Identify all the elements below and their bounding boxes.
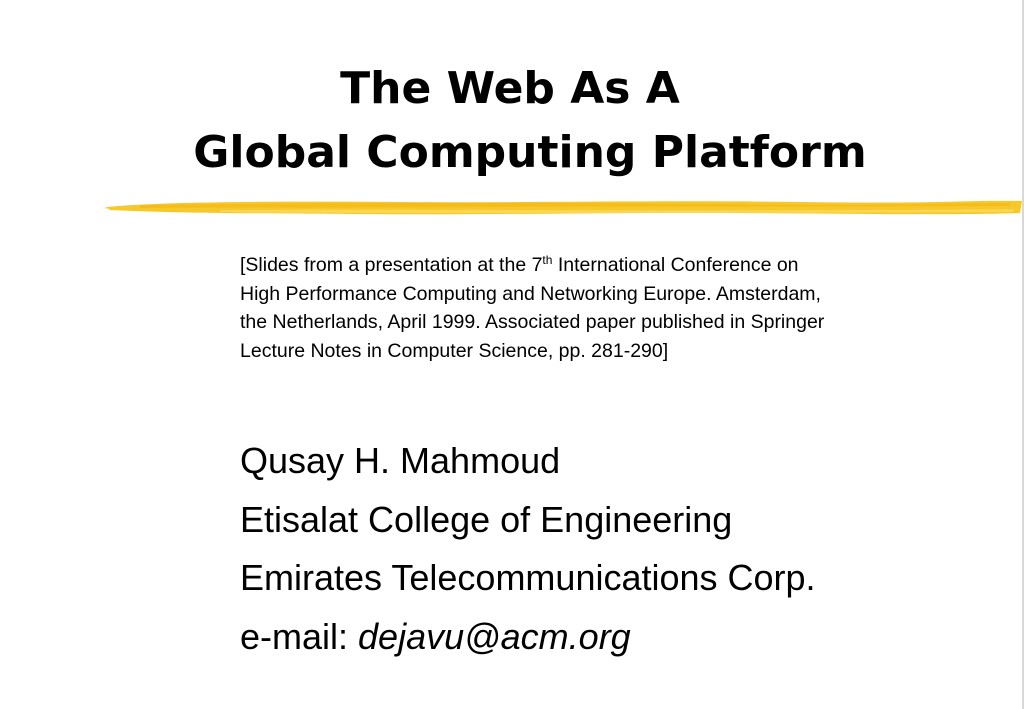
author-affiliation-company: Emirates Telecommunications Corp. <box>240 557 816 598</box>
highlighter-stroke <box>100 193 1024 223</box>
citation-line-2: High Performance Computing and Networking Europe. Amsterdam, <box>240 282 821 305</box>
author-email-line <box>240 608 816 667</box>
citation-line-4: Lecture Notes in Computer Science, pp. 281-290] <box>240 339 669 362</box>
email-address: dejavu@acm.org <box>358 615 631 657</box>
citation-text <box>240 251 980 365</box>
email-label: e-mail: <box>240 615 359 657</box>
title-line-2: Global Computing Platform <box>193 127 867 178</box>
citation-line-3: the Netherlands, April 1999. Associated paper published in Springer <box>240 311 825 333</box>
author-block <box>240 432 816 666</box>
ordinal-suffix: th <box>542 253 553 267</box>
citation-line-1-rest: International Conference on <box>552 254 799 276</box>
citation-line-1 <box>240 251 980 280</box>
author-affiliation-college: Etisalat College of Engineering <box>240 498 733 540</box>
title-line-1: The Web As A <box>340 63 680 114</box>
author-name: Qusay H. Mahmoud <box>240 440 561 481</box>
citation-line-1-text: [Slides from a presentation at the 7 <box>240 254 543 276</box>
